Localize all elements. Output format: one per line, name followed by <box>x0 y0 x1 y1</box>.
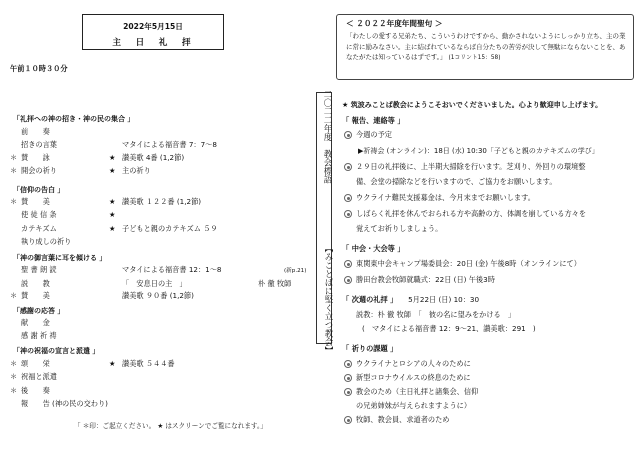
annual-verse-ref: (1コリント15：58) <box>448 55 501 62</box>
order-item-detail: 讃美歌 4番 (1,2節) <box>122 153 185 162</box>
bullet-icon <box>344 276 352 284</box>
prayer-item: 教会のため（主日礼拝と諸集会、信仰 <box>356 387 479 396</box>
order-row <box>10 265 307 275</box>
order-row <box>10 153 300 163</box>
order-item-detail: 讃美歌 ５４４番 <box>122 359 175 368</box>
service-title: 主 日 礼 拝 <box>112 38 194 48</box>
motto-label: 教会標語 <box>322 149 332 184</box>
order-item-label: 報 告 (神の民の交わり) <box>21 399 108 408</box>
order-row <box>10 127 300 137</box>
screen-mark: ★ <box>109 153 116 162</box>
next-week-title: 「 次週の礼拝 」 <box>342 295 394 304</box>
order-item-detail: 子どもと親のカテキズム ５９ <box>122 224 218 233</box>
order-row <box>10 140 300 150</box>
stand-mark: ＊ <box>10 359 18 368</box>
announcement-item: ２９日の礼拝後に、上半期大掃除を行います。芝刈り、外回りの環境整 <box>356 162 586 171</box>
presbytery-item: 勝田台教会牧師就職式：22日 (日) 午後3時 <box>356 275 495 284</box>
service-date: 2022年5月15日 <box>123 22 183 31</box>
announcement-subitem: ▶祈祷会 (オンライン)：18日 (水) 10:30「子どもと親のカテキズムの学び」 <box>358 147 599 155</box>
order-row <box>10 224 300 234</box>
screen-mark: ★ <box>109 210 116 219</box>
order-item-detail: 「 安息日の主 」 <box>122 279 187 288</box>
bullet-icon <box>344 194 352 202</box>
prayer-item-cont: の兄弟姉妹が与えられますように） <box>356 401 472 410</box>
order-item-detail: 讃美歌 ９０番 (1,2節) <box>122 291 194 300</box>
bullet-icon <box>344 163 352 171</box>
order-item-detail: 主の祈り <box>122 166 151 175</box>
welcome-message: ★ 筑波みことば教会にようこそおいでくださいました。心より歓迎申し上げます。 <box>342 101 603 109</box>
page-reference: (新p.21) <box>284 268 307 274</box>
order-item-label: 使 徒 信 条 <box>21 210 57 219</box>
next-week-sermon: 説教：朴 徹 牧師 「 彼の名に望みをかける 」 <box>356 310 516 319</box>
stand-mark: ＊ <box>10 291 18 300</box>
service-title-box <box>82 14 224 50</box>
next-week-date: 5月22日 (日) 10：30 <box>408 295 480 304</box>
order-item-label: 献 金 <box>21 318 50 327</box>
order-row <box>10 166 300 176</box>
order-item-detail: マタイによる福音書 12：1～8 <box>122 265 222 274</box>
presbytery-title: 「 中会・大会等 」 <box>342 244 405 253</box>
screen-mark: ★ <box>109 224 116 233</box>
prayer-item: 牧師、教会員、求道者のため <box>356 415 450 424</box>
order-row <box>10 237 300 247</box>
section-gathering-title: 「礼拝への神の招き・神の民の集合 」 <box>13 115 135 123</box>
order-row <box>10 399 300 409</box>
announcement-item-cont: 覚えてお祈りしましょう。 <box>356 224 443 233</box>
order-item-label: 祝福と派遣 <box>21 372 57 381</box>
order-item-label: 賛 詠 <box>21 153 50 162</box>
prayer-item: 新型コロナウイルスの終息のために <box>356 373 471 382</box>
order-item-label: 賛 美 <box>21 197 50 206</box>
prayer-title: 「 祈りの課題 」 <box>342 344 398 353</box>
bullet-icon <box>344 416 352 424</box>
bullet-icon <box>344 360 352 368</box>
announcements-title: 「 報告、連絡等 」 <box>342 116 405 125</box>
section-confession-title: 「信仰の告白 」 <box>13 186 65 194</box>
stand-mark: ＊ <box>10 166 18 175</box>
bullet-icon <box>344 210 352 218</box>
annual-verse-title: ＜ ２０２２年度年間聖句 ＞ <box>346 19 443 28</box>
motto-year: 二〇二二年度 <box>322 90 332 141</box>
order-item-label: 聖 書 朗 読 <box>21 265 57 274</box>
order-item-label: 感 謝 祈 祷 <box>21 331 57 340</box>
screen-mark: ★ <box>109 166 116 175</box>
announcement-item: ウクライナ難民支援募金は、今月末までお願いします。 <box>356 193 535 202</box>
bullet-icon <box>344 131 352 139</box>
order-item-label: 後 奏 <box>21 386 50 395</box>
bullet-icon <box>344 388 352 396</box>
order-item-label: 前 奏 <box>21 127 50 136</box>
order-item-label: 説 教 <box>21 279 50 288</box>
order-item-label: カテキズム <box>21 224 57 233</box>
order-row <box>10 331 300 341</box>
order-row <box>10 359 300 369</box>
order-item-label: 執り成しの祈り <box>21 237 72 246</box>
prayer-item: ウクライナとロシアの人々のために <box>356 359 471 368</box>
stand-mark: ＊ <box>10 386 18 395</box>
section-response-title: 「感謝の応答 」 <box>13 307 65 315</box>
order-item-label: 招きの言葉 <box>21 140 57 149</box>
order-item-label: 賛 美 <box>21 291 50 300</box>
order-row <box>10 386 300 396</box>
announcement-item: しばらく礼拝を休んでおられる方や高齢の方、体調を崩している方々を <box>356 209 587 218</box>
order-row <box>10 210 300 220</box>
section-sending-title: 「神の祝福の宣言と派遣 」 <box>13 347 100 355</box>
order-row <box>10 291 300 301</box>
announcement-item-cont: 備、会堂の掃除などを行いますので、ご協力をお願いします。 <box>356 177 557 186</box>
next-week-reading: ( マタイによる福音書 12：9～21、讃美歌：291 ) <box>362 324 536 333</box>
order-item-label: 頌 栄 <box>21 359 50 368</box>
stand-mark: ＊ <box>10 197 18 206</box>
order-row <box>10 372 300 382</box>
service-time: 午前１０時３０分 <box>10 64 68 73</box>
order-item-detail: 讃美歌 １２２番 (1,2節) <box>122 197 202 206</box>
order-row <box>10 279 300 289</box>
annual-verse-body: 「わたしの愛する兄弟たち、こういうわけですから、動かされないようにしっかり立ち、主の業に常に励みなさい。主に結ばれているならば自分たちの苦労が決して無駄にならないことを、あなたがたは知っているはずです。」 <box>346 32 626 62</box>
screen-mark: ★ <box>109 197 116 206</box>
footnote: 「 ＊印：ご起立ください。 ★ はスクリーンでご覧になれます。」 <box>74 422 267 430</box>
stand-mark: ＊ <box>10 372 18 381</box>
motto-year-label <box>320 90 332 184</box>
announcement-item: 今週の予定 <box>356 130 392 139</box>
preacher-name: 朴 徹 牧師 <box>258 279 292 288</box>
next-week-heading <box>342 295 479 305</box>
presbytery-item: 東関東中会キャンプ場委員会：20日 (金) 午後8時（オンラインにて） <box>356 259 581 268</box>
order-item-label: 開会の祈り <box>21 166 57 175</box>
order-item-detail: マタイによる福音書 7：7～8 <box>122 140 217 149</box>
order-row <box>10 318 300 328</box>
screen-mark: ★ <box>109 359 116 368</box>
order-row <box>10 197 300 207</box>
motto-text: 【みことばに堅く立つ教会】 <box>323 244 333 355</box>
section-word-title: 「神の御言葉に耳を傾ける 」 <box>13 254 107 262</box>
stand-mark: ＊ <box>10 153 18 162</box>
annual-verse-text <box>346 31 628 64</box>
bullet-icon <box>344 260 352 268</box>
bullet-icon <box>344 374 352 382</box>
